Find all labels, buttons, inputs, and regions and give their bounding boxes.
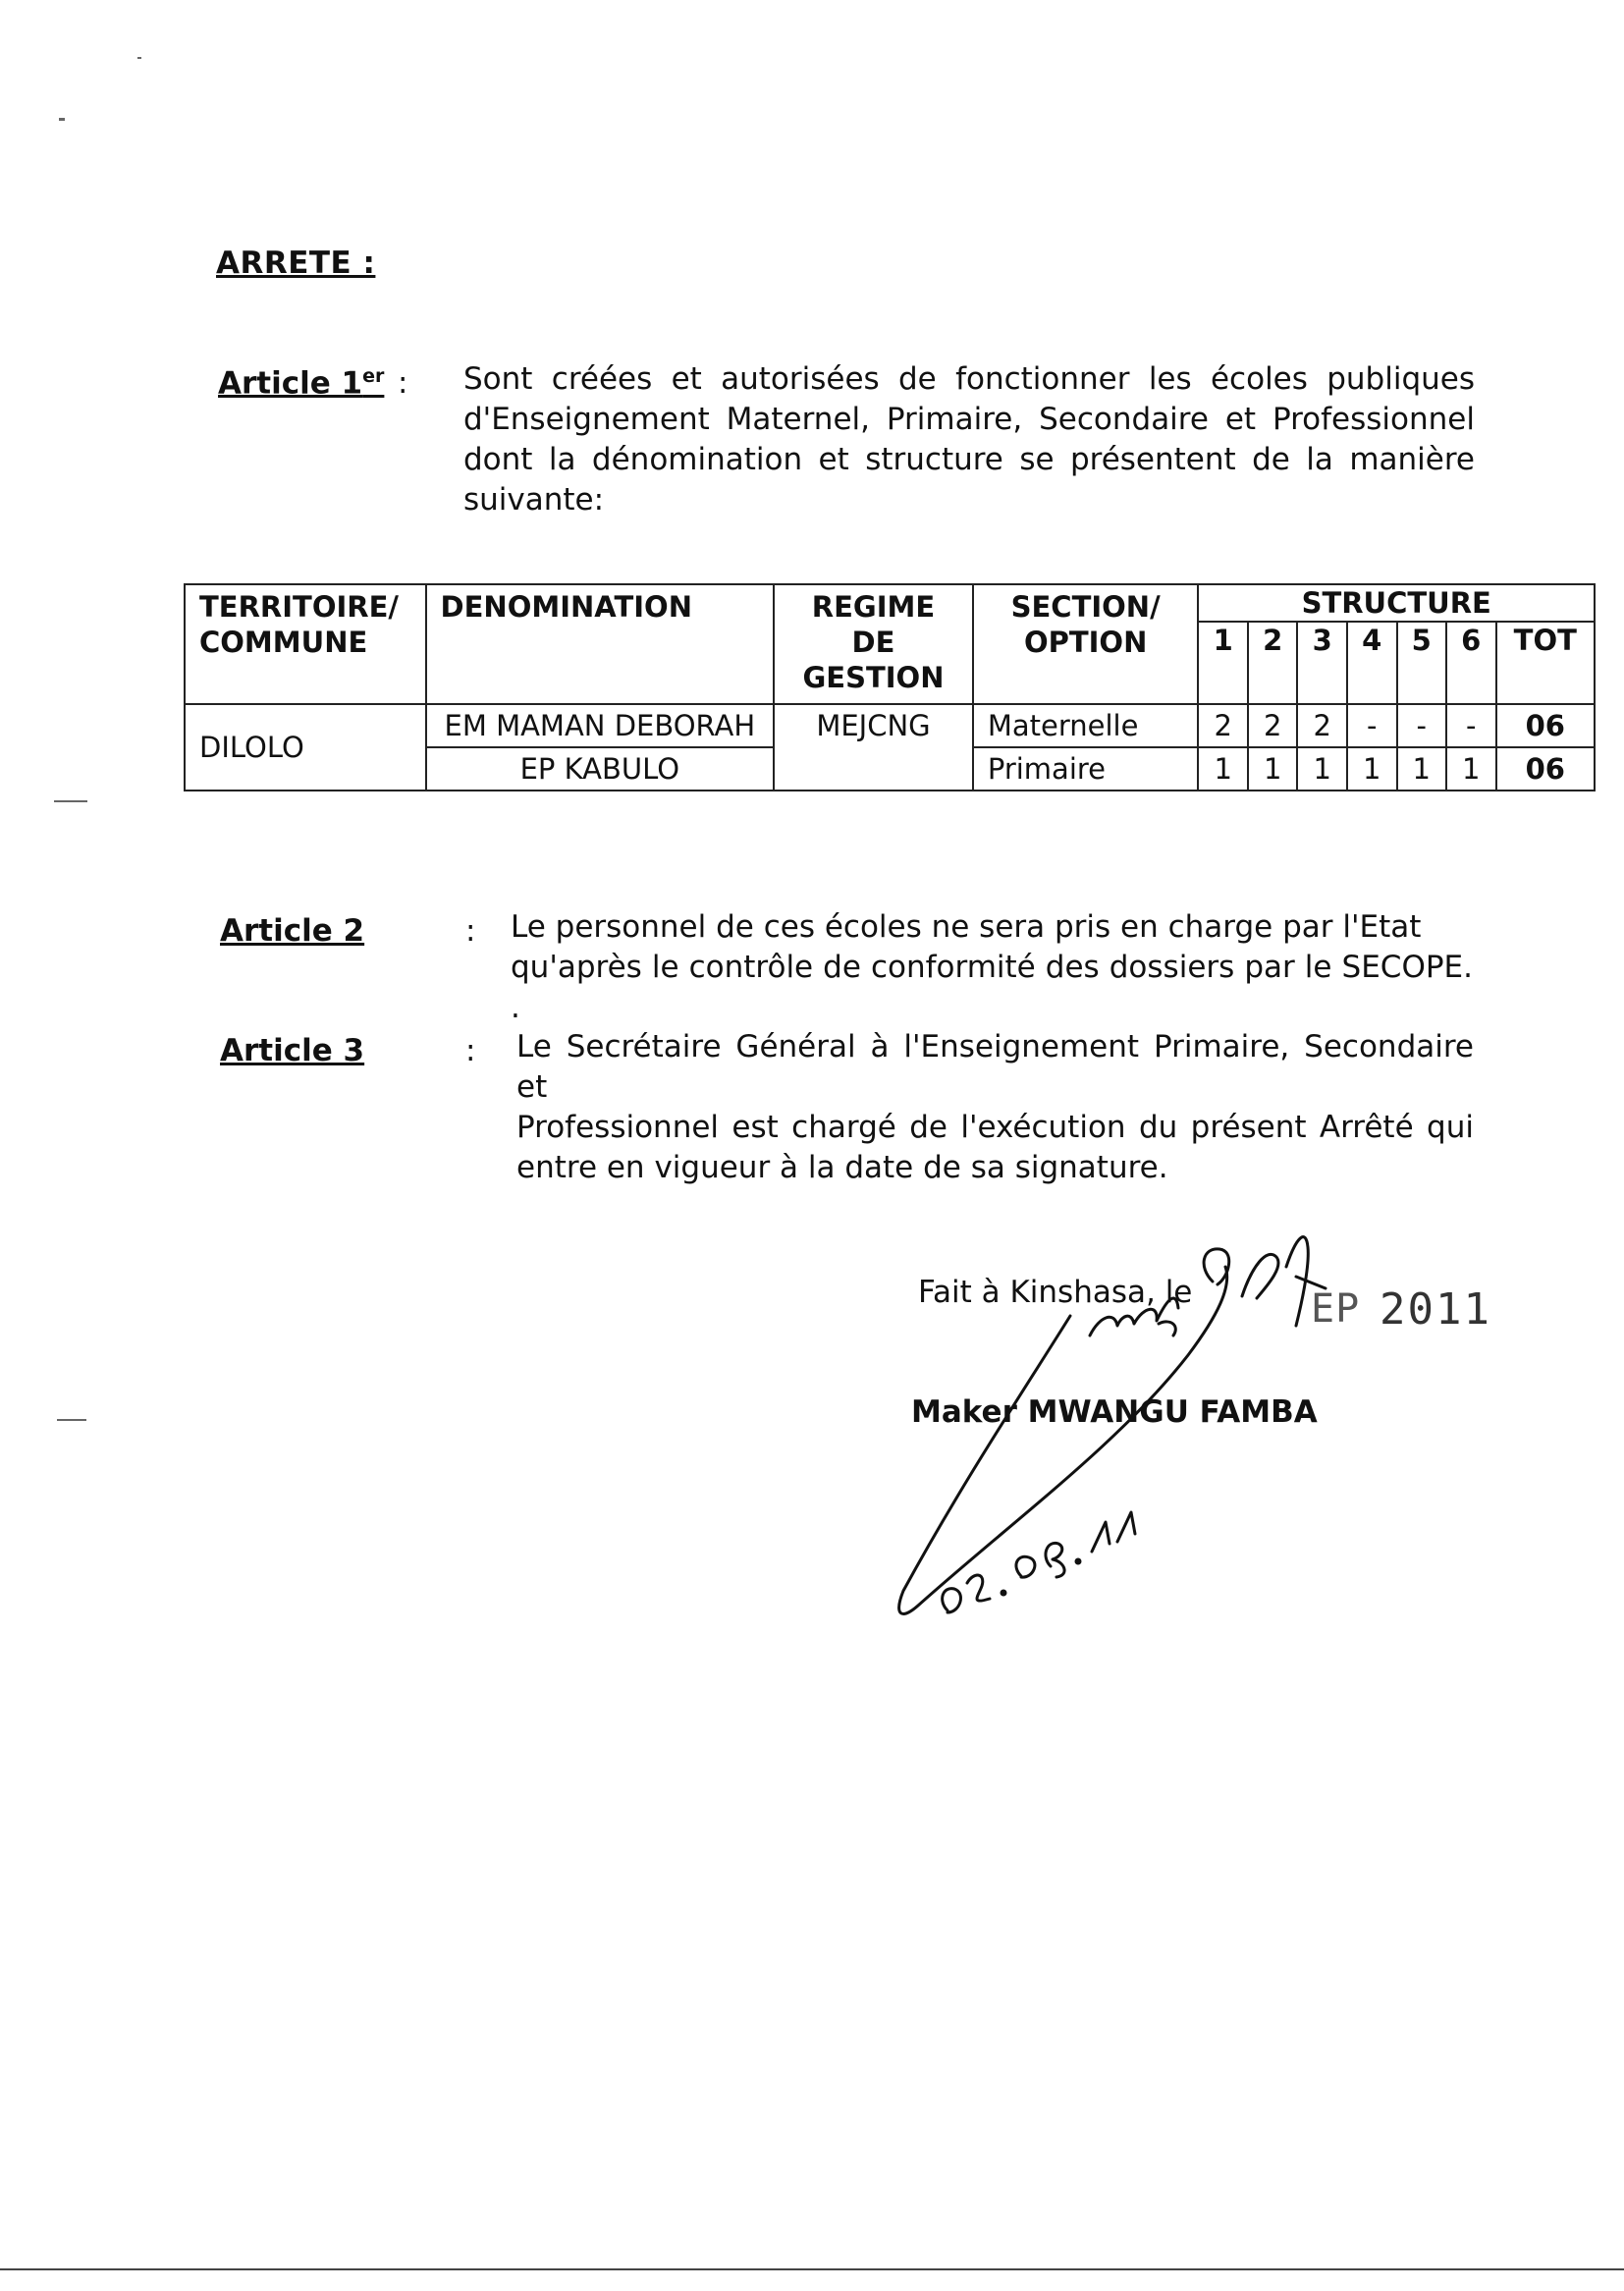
level-cell: - [1446,704,1496,747]
article-3-colon: : [465,1033,476,1068]
header-level-2: 2 [1248,622,1298,704]
header-level-3: 3 [1297,622,1347,704]
territoire-cell: DILOLO [185,704,426,791]
level-cell: 1 [1446,747,1496,791]
scan-speck [137,57,141,59]
header-territoire: TERRITOIRE/ COMMUNE [185,584,426,704]
article-2-text: Le personnel de ces écoles ne sera pris en charge par l'Etat qu'après le contrôle de conformité des dossiers par le SECOPE. . [511,909,1473,1025]
scan-speck [59,118,65,121]
article-3-label: Article 3 [220,1033,365,1068]
denomination-cell: EM MAMAN DEBORAH [426,704,775,747]
total-cell: 06 [1496,704,1595,747]
denomination-cell: EP KABULO [426,747,775,791]
schools-structure-table [184,583,1596,791]
article-1-colon: : [398,365,408,401]
total-cell: 06 [1496,747,1595,791]
header-regime: REGIME DE GESTION [774,584,973,704]
level-cell: 2 [1248,704,1298,747]
header-denomination: DENOMINATION [426,584,775,704]
level-cell: 1 [1248,747,1298,791]
decree-heading: ARRETE : [216,245,376,281]
header-level-6: 6 [1446,622,1496,704]
level-cell: 2 [1198,704,1248,747]
level-cell: 1 [1347,747,1397,791]
handwritten-signature [864,1227,1414,1660]
header-total: TOT [1496,622,1595,704]
article-1-text: Sont créées et autorisées de fonctionner les écoles publiques d'Enseignement Maternel, Primaire, Secondaire et Professionnel dont la dénomination et structure se présentent de la manière suivante: [463,361,1475,518]
header-level-4: 4 [1347,622,1397,704]
level-cell: - [1397,704,1447,747]
section-cell: Maternelle [973,704,1199,747]
header-level-5: 5 [1397,622,1447,704]
level-cell: 1 [1397,747,1447,791]
level-cell: 1 [1198,747,1248,791]
page-bottom-rule [0,2268,1624,2270]
scan-speck [54,800,87,802]
signatory-name: Maker MWANGU FAMBA [911,1394,1318,1430]
article-1-label: Article 1er [218,365,385,402]
scan-speck [57,1419,86,1421]
table-row [185,704,1595,747]
signature-place-date: Fait à Kinshasa, le [918,1275,1193,1310]
level-cell: 2 [1297,704,1347,747]
level-cell: 1 [1297,747,1347,791]
article-2-colon: : [465,913,476,949]
header-level-1: 1 [1198,622,1248,704]
article-3-text: Le Secrétaire Général à l'Enseignement Primaire, Secondaire et Professionnel est chargé de l'exécution du présent Arrêté qui entre en vigueur à la date de sa signature. [516,1029,1474,1185]
date-stamp: EP [1311,1286,1361,1332]
section-cell: Primaire [973,747,1199,791]
stamp-year: 2011 [1380,1284,1491,1335]
header-structure: STRUCTURE [1198,584,1595,622]
header-section: SECTION/ OPTION [973,584,1199,704]
article-2-label: Article 2 [220,913,365,949]
regime-cell: MEJCNG [774,704,973,791]
level-cell: - [1347,704,1397,747]
